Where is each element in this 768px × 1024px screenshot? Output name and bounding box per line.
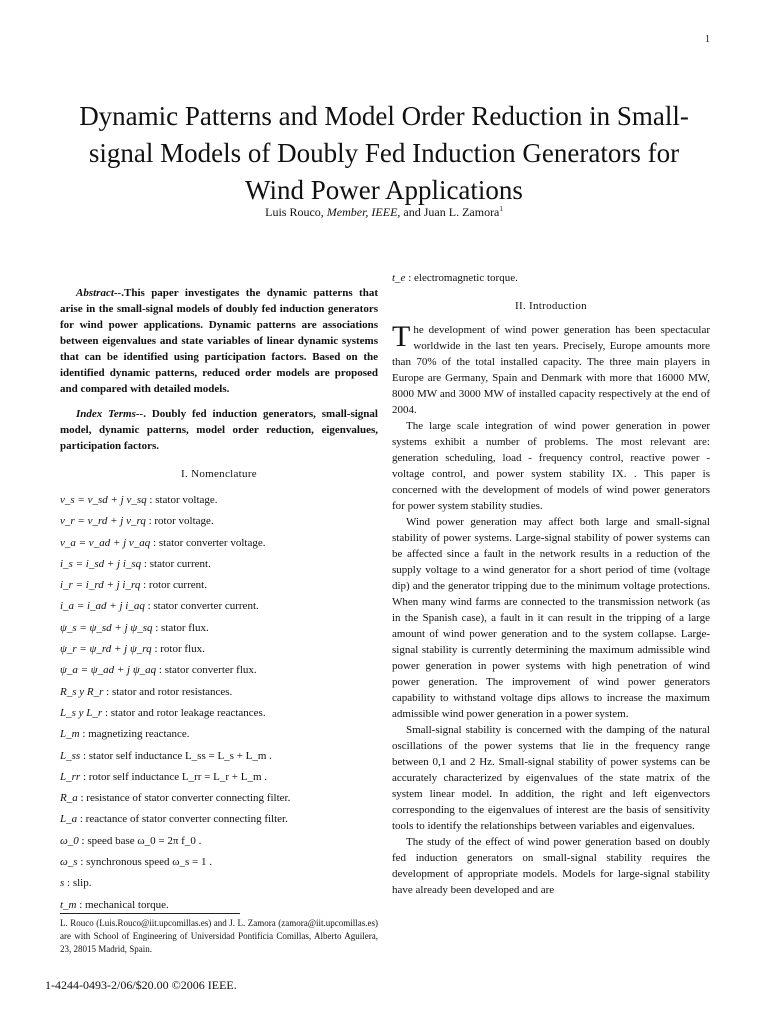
nomenclature-description: : stator current.: [141, 557, 211, 570]
abstract: [60, 285, 378, 397]
nomenclature-description: : rotor voltage.: [145, 515, 214, 528]
nomenclature-symbol: t_m: [60, 898, 77, 911]
nomenclature-symbol: R_s y R_r: [60, 685, 104, 698]
nomenclature-symbol: v_a = v_ad + j v_aq: [60, 536, 151, 549]
author-line: [60, 205, 708, 220]
nomenclature-description: : stator and rotor resistances.: [103, 685, 233, 698]
nomenclature-symbol: L_ss: [60, 749, 81, 762]
section-heading-introduction: II. Introduction: [514, 300, 587, 312]
body-paragraph: Wind power generation may affect both large and small-signal stability of power systems. Large-signal stability of power systems can be affected since a fault in the network results in a reduction of the supply voltage to a wind generator for a short period of time (voltage dip) and the generator tripping due to the minimum voltage protections. When many wind farms are connected to the transmission network (as in the Spanish case), a fault in it can result in the tripping of a large amount of wind power generation and to the system collapse. Large-signal stability is currently determining the maximum admissible wind power generation in power systems with high penetration of wind power generation. The improvement of wind power generators capability to withstand voltage dips allows to increase the maximum admissible wind power generation in a power system.: [392, 516, 710, 720]
nomenclature-symbol: ψ_s = ψ_sd + j ψ_sq: [60, 621, 153, 634]
nomenclature-item: [60, 511, 378, 532]
nomenclature-item: [60, 809, 378, 830]
nomenclature-description: : stator and rotor leakage reactances.: [102, 706, 266, 719]
nomenclature-item: [60, 682, 378, 703]
nomenclature-symbol: ω_0: [60, 834, 79, 847]
nomenclature-symbol: L_m: [60, 728, 80, 741]
nomenclature-description: : synchronous speed ω_s = 1 .: [77, 856, 212, 869]
author-name: , and Juan L. Zamora: [397, 205, 500, 219]
nomenclature-description: : mechanical torque.: [76, 898, 169, 911]
nomenclature-description: : magnetizing reactance.: [79, 728, 190, 741]
right-column: [392, 270, 710, 898]
nomenclature-description: : stator flux.: [152, 621, 209, 634]
nomenclature-item: [60, 618, 378, 639]
nomenclature-symbol: i_a = i_ad + j i_aq: [60, 600, 145, 613]
nomenclature-item: [60, 596, 378, 617]
nomenclature-symbol: v_s = v_sd + j v_sq: [60, 494, 147, 506]
nomenclature-symbol: L_s y L_r: [60, 706, 103, 719]
left-column: [60, 285, 378, 916]
nomenclature-item: [60, 533, 378, 554]
page-number: 1: [705, 34, 710, 45]
nomenclature-description: : rotor self inductance L_rr = L_r + L_m .: [80, 770, 268, 783]
nomenclature-description: : stator converter current.: [144, 600, 259, 613]
nomenclature-description: : slip.: [64, 877, 92, 890]
index-terms-label: Index Terms--: [76, 408, 144, 420]
copyright-notice: 1-4244-0493-2/06/$20.00 ©2006 IEEE.: [45, 978, 237, 992]
footnote-mark: 1: [499, 205, 503, 213]
nomenclature-description: : reactance of stator converter connecting filter.: [77, 813, 288, 826]
nomenclature-description: : stator converter flux.: [156, 664, 257, 677]
nomenclature-item: [60, 703, 378, 724]
nomenclature-description: : speed base ω_0 = 2π f_0 .: [78, 834, 202, 847]
nomenclature-description: : rotor flux.: [151, 643, 205, 656]
nomenclature-item: [60, 490, 378, 511]
nomenclature-symbol: ψ_a = ψ_ad + j ψ_aq: [60, 664, 157, 677]
author-membership: Member, IEEE: [326, 205, 398, 219]
nomenclature-list: [60, 490, 378, 916]
nomenclature-item: [60, 746, 378, 767]
nomenclature-symbol: L_rr: [60, 770, 81, 783]
nomenclature-item: [60, 788, 378, 809]
nomenclature-item: [60, 639, 378, 660]
nomenclature-description: : rotor current.: [140, 579, 207, 592]
footnote: L. Rouco (Luis.Rouco@iit.upcomillas.es) and J. L. Zamora (zamora@iit.upcomillas.es) are with School of Engineering of Universidad Pontificia Comillas, Alberto Aguilera, 23, 28015 Madrid, Spain.: [60, 918, 378, 954]
body-paragraph: The large scale integration of wind power generation in power systems exhibit a number of problems. The most relevant are: generation scheduling, load - frequency control, reactive power - voltage control, and power system stability IX. . This paper is concerned with the development of models of wind power generators for power system stability studies.: [392, 420, 710, 512]
section-heading-nomenclature: I. Nomenclature: [181, 468, 257, 480]
nomenclature-symbol: t_e: [392, 272, 406, 284]
nomenclature-item: [60, 660, 378, 681]
nomenclature-symbol: R_a: [60, 792, 78, 805]
nomenclature-symbol: i_s = i_sd + j i_sq: [60, 557, 142, 570]
nomenclature-symbol: v_r = v_rd + j v_rq: [60, 515, 146, 528]
nomenclature-description: : stator voltage.: [146, 494, 218, 506]
nomenclature-item: [60, 852, 378, 873]
nomenclature-symbol: i_r = i_rd + j i_rq: [60, 579, 141, 592]
nomenclature-item: [60, 575, 378, 596]
nomenclature-symbol: ω_s: [60, 856, 78, 869]
body-paragraph: The study of the effect of wind power generation based on doubly fed induction generators on small-signal stability requires the development of appropriate models. Models for large-signal stability have already been developed and are: [392, 836, 710, 896]
abstract-label: Abstract--: [76, 287, 122, 299]
nomenclature-item: [392, 270, 710, 286]
paper-title: Dynamic Patterns and Model Order Reduction in Small-signal Models of Doubly Fed Induction Generators for Wind Power Applications: [79, 101, 689, 206]
nomenclature-item: [60, 724, 378, 745]
footnote-rule: [60, 913, 240, 914]
nomenclature-item: [60, 554, 378, 575]
index-terms: [60, 406, 378, 454]
drop-cap: T: [392, 320, 411, 353]
nomenclature-description: : stator converter voltage.: [150, 536, 266, 549]
nomenclature-symbol: s: [60, 877, 65, 890]
body-paragraph: Small-signal stability is concerned with the damping of the natural oscillations of the power systems that lie in the frequency range between 0,1 and 2 Hz. Small-signal stability of power systems can be accurately characterized by eigenvalues of the state matrix of the system linear model. In addition, the right and left eigenvectors corresponding to the eigenvalues of interest are the basis of sensitivity tools to identify the relationships between variables and eigenvalues.: [392, 724, 710, 832]
nomenclature-description: : resistance of stator converter connecting filter.: [77, 792, 291, 805]
nomenclature-symbol: ψ_r = ψ_rd + j ψ_rq: [60, 643, 152, 656]
abstract-text: .This paper investigates the dynamic patterns that arise in the small-signal models of doubly fed induction generators for wind power applications. Dynamic patterns are associations between eigenvalues and state variables of linear dynamic systems that can be identified using participation factors. Based on the identified dynamic patterns, reduced order models are proposed and compared with detailed models.: [60, 287, 378, 395]
paragraph-text: he development of wind power generation has been spectacular worldwide in the last ten years. Precisely, Europe amounts more than 70% of the total installed capacity. The three main players in Europe are Germany, Spain and Denmark with more that 16000 MW, 8000 MW and 3000 MW of installed capacity respectively at the end of 2004.: [392, 324, 710, 416]
nomenclature-description: : stator self inductance L_ss = L_s + L_m .: [80, 749, 272, 762]
nomenclature-symbol: L_a: [60, 813, 78, 826]
nomenclature-item: [60, 873, 378, 894]
nomenclature-item: [60, 767, 378, 788]
author-name: Luis Rouco,: [265, 205, 327, 219]
body-paragraph: [392, 322, 710, 418]
nomenclature-item: [60, 831, 378, 852]
index-terms-text: . Doubly fed induction generators, small-signal model, dynamic patterns, model order reduction, eigenvalues, participation factors.: [60, 408, 378, 452]
nomenclature-description: : electromagnetic torque.: [405, 272, 518, 284]
